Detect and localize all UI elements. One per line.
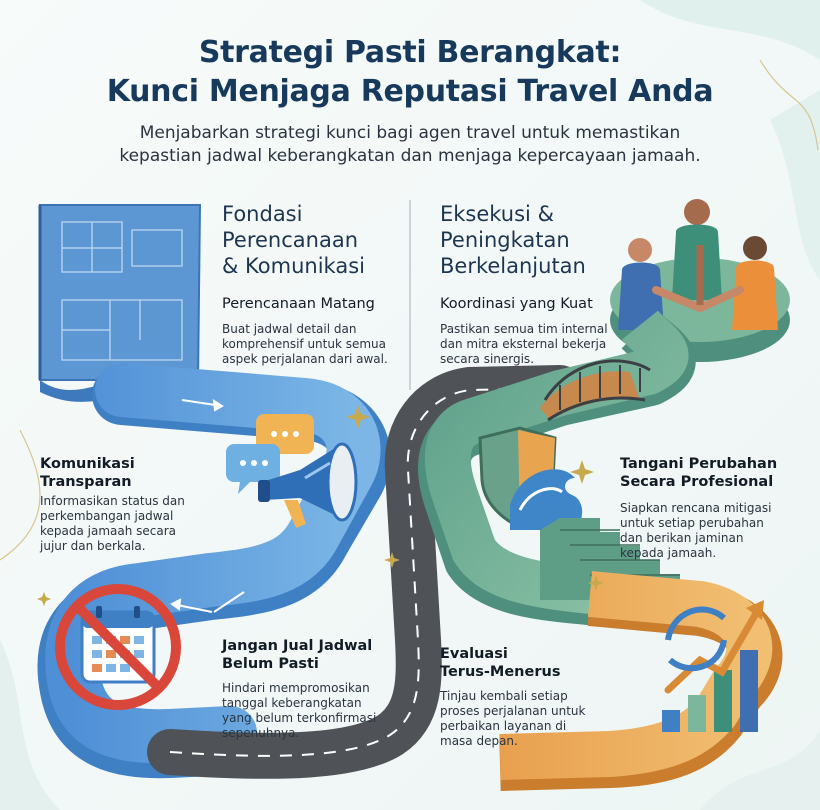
item-desc-line: perbaikan layanan di <box>440 719 567 733</box>
left-section-title-line-1: Fondasi <box>222 202 303 226</box>
subtitle-line-1: Menjabarkan strategi kunci bagi agen travel untuk memastikan <box>139 123 681 143</box>
item-title: Terus-Menerus <box>440 664 561 680</box>
item-desc-line: yang belum terkonfirmasi <box>222 711 377 725</box>
item-desc-line: Hindari mempromosikan <box>222 681 370 695</box>
left-section-title-line-2: Perencanaan <box>222 228 359 252</box>
item-desc-line: secara sinergis. <box>440 352 535 366</box>
item-desc-line: dan mitra eksternal bekerja <box>440 337 607 351</box>
item-desc-line: aspek perjalanan dari awal. <box>222 352 388 366</box>
left-section-title-line-3: & Komunikasi <box>222 254 365 278</box>
item-desc-line: Buat jadwal detail dan <box>222 322 357 336</box>
item-desc-line: komprehensif untuk semua <box>222 337 387 351</box>
item-desc-line: masa depan. <box>440 734 518 748</box>
item-title: Perencanaan Matang <box>222 296 375 312</box>
item-title: Jangan Jual Jadwal <box>222 638 373 654</box>
right-section-title-line-1: Eksekusi & <box>440 202 554 226</box>
item-desc-line: Pastikan semua tim internal <box>440 322 608 336</box>
item-desc-line: Tinjau kembali setiap <box>440 689 568 703</box>
right-section-title-line-3: Berkelanjutan <box>440 254 586 278</box>
item-title: Koordinasi yang Kuat <box>440 296 593 312</box>
item-title: Secara Profesional <box>620 474 774 490</box>
item-desc-line: Siapkan rencana mitigasi <box>620 501 772 515</box>
item-desc-line: kepada jamaah. <box>620 546 717 560</box>
right-section-title-line-2: Peningkatan <box>440 228 570 252</box>
item-desc-line: tanggal keberangkatan <box>222 696 362 710</box>
item-desc-line: kepada jamaah secara <box>40 524 177 538</box>
title-line-2: Kunci Menjaga Reputasi Travel Anda <box>106 74 714 109</box>
subtitle-line-2: kepastian jadwal keberangkatan dan menjaga kepercayaan jamaah. <box>119 146 701 166</box>
item-desc-line: dan berikan jaminan <box>620 531 744 545</box>
item-title: Komunikasi <box>40 456 135 472</box>
item-title: Evaluasi <box>440 646 508 662</box>
item-title: Tangani Perubahan <box>620 456 778 472</box>
title-line-1: Strategi Pasti Berangkat: <box>198 35 622 70</box>
item-desc-line: jujur dan berkala. <box>40 539 146 553</box>
item-desc-line: Informasikan status dan <box>40 494 185 508</box>
item-title: Belum Pasti <box>222 656 319 672</box>
item-desc-line: sepenuhnya. <box>222 726 300 740</box>
item-desc-line: untuk setiap perubahan <box>620 516 764 530</box>
item-desc-line: proses perjalanan untuk <box>440 704 586 718</box>
item-desc-line: perkembangan jadwal <box>40 509 174 523</box>
item-title: Transparan <box>40 474 132 490</box>
